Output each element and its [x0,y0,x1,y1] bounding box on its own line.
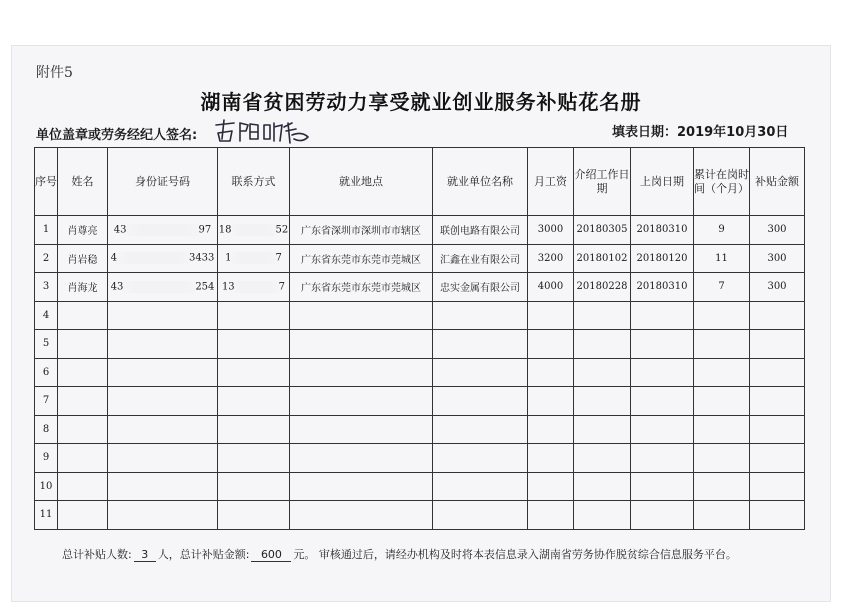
cell-name: 肖尊亮 [58,216,108,245]
cell-empty [108,472,218,501]
cell-empty [108,330,218,359]
cell-empty [694,301,750,330]
cell-salary: 4000 [528,273,574,302]
cell-empty [290,472,433,501]
cell-empty [290,444,433,473]
cell-empty [750,330,805,359]
cell-empty [433,330,528,359]
table-row-empty [35,330,805,359]
cell-subsidy: 300 [750,216,805,245]
total-count: 3 [134,548,156,562]
cell-empty [218,387,290,416]
cell-empty [528,444,574,473]
cell-empty [574,501,631,530]
cell-location: 广东省深圳市深圳市市辖区 [290,216,433,245]
cell-empty [631,415,694,444]
cell-seq: 2 [35,244,58,273]
cell-employer: 汇鑫在业有限公司 [433,244,528,273]
table-row-empty [35,444,805,473]
cell-empty [433,444,528,473]
cell-empty [433,501,528,530]
cell-empty [290,301,433,330]
cell-contact: 1 7 [218,244,290,273]
cell-empty [58,415,108,444]
redaction-mask [117,252,189,264]
table-row-empty [35,358,805,387]
header-name: 姓名 [58,148,108,216]
cell-contact: 18 52 [218,216,290,245]
cell-seq: 1 [35,216,58,245]
cell-months: 11 [694,244,750,273]
header-employer: 就业单位名称 [433,148,528,216]
redaction-mask [232,224,276,236]
cell-months: 7 [694,273,750,302]
cell-empty [108,415,218,444]
cell-seq: 8 [35,415,58,444]
cell-subsidy: 300 [750,244,805,273]
cell-id: 4 3433 [108,244,218,273]
cell-intro-date: 20180228 [574,273,631,302]
cell-empty [58,472,108,501]
header-id: 身份证号码 [108,148,218,216]
cell-empty [108,301,218,330]
cell-intro-date: 20180305 [574,216,631,245]
stamp-signature-label: 单位盖章或劳务经纪人签名: [36,128,198,143]
cell-months: 9 [694,216,750,245]
cell-empty [574,301,631,330]
cell-empty [290,358,433,387]
header-row [35,148,805,216]
fill-date: 填表日期：2019年10月30日 [612,125,789,140]
cell-empty [528,472,574,501]
cell-empty [433,387,528,416]
cell-empty [750,301,805,330]
cell-empty [574,330,631,359]
header-seq: 序号 [35,148,58,216]
total-amount: 600 [251,548,291,562]
cell-empty [631,358,694,387]
cell-empty [574,358,631,387]
cell-start-date: 20180120 [631,244,694,273]
cell-empty [694,330,750,359]
cell-empty [290,415,433,444]
cell-empty [694,501,750,530]
cell-intro-date: 20180102 [574,244,631,273]
cell-empty [58,501,108,530]
cell-empty [694,387,750,416]
cell-empty [218,330,290,359]
cell-empty [574,387,631,416]
cell-empty [574,444,631,473]
cell-empty [433,358,528,387]
redaction-mask [123,281,195,293]
table-row-empty [35,501,805,530]
cell-empty [218,444,290,473]
cell-seq: 3 [35,273,58,302]
cell-start-date: 20180310 [631,273,694,302]
cell-seq: 9 [35,444,58,473]
cell-empty [290,387,433,416]
table-row [35,216,805,245]
cell-empty [218,301,290,330]
cell-contact: 13 7 [218,273,290,302]
footer-summary: 总计补贴人数: 3 人，总计补贴金额: 600 元。 审核通过后，请经办机构及时将本表信息录入湖南省劳务协作脱贫综合信息服务平台。 [62,548,737,561]
table-row-empty [35,472,805,501]
cell-salary: 3200 [528,244,574,273]
cell-empty [528,358,574,387]
cell-empty [574,415,631,444]
cell-empty [694,415,750,444]
redaction-mask [235,281,279,293]
cell-seq: 4 [35,301,58,330]
cell-empty [433,415,528,444]
cell-seq: 10 [35,472,58,501]
cell-empty [433,472,528,501]
cell-id: 43 254 [108,273,218,302]
cell-empty [631,472,694,501]
cell-empty [694,472,750,501]
cell-empty [574,472,631,501]
cell-id: 43 97 [108,216,218,245]
cell-salary: 3000 [528,216,574,245]
table-row [35,244,805,273]
cell-empty [58,444,108,473]
cell-empty [631,330,694,359]
cell-seq: 6 [35,358,58,387]
cell-empty [750,444,805,473]
cell-name: 肖岩稳 [58,244,108,273]
cell-empty [750,415,805,444]
cell-employer: 联创电路有限公司 [433,216,528,245]
subsidy-roster-table [34,147,805,530]
cell-location: 广东省东莞市东莞市莞城区 [290,273,433,302]
cell-empty [108,501,218,530]
cell-empty [58,330,108,359]
cell-seq: 11 [35,501,58,530]
cell-empty [750,358,805,387]
cell-empty [750,472,805,501]
cell-employer: 忠实金属有限公司 [433,273,528,302]
handwritten-signature [212,117,312,147]
cell-empty [528,415,574,444]
cell-empty [631,501,694,530]
header-subsidy: 补贴金额 [750,148,805,216]
cell-empty [631,387,694,416]
header-salary: 月工资 [528,148,574,216]
cell-empty [750,501,805,530]
redaction-mask [232,252,276,264]
cell-empty [528,330,574,359]
cell-subsidy: 300 [750,273,805,302]
cell-seq: 7 [35,387,58,416]
cell-empty [108,444,218,473]
cell-empty [290,501,433,530]
document-title: 湖南省贫困劳动力享受就业创业服务补贴花名册 [200,90,642,114]
cell-empty [433,301,528,330]
table-row-empty [35,415,805,444]
cell-empty [528,301,574,330]
header-months: 累计在岗时间（个月） [694,148,750,216]
cell-empty [631,301,694,330]
table-row [35,273,805,302]
cell-name: 肖海龙 [58,273,108,302]
cell-empty [694,358,750,387]
header-contact: 联系方式 [218,148,290,216]
attachment-label: 附件5 [36,65,73,81]
cell-empty [58,301,108,330]
cell-empty [528,501,574,530]
cell-start-date: 20180310 [631,216,694,245]
cell-empty [218,501,290,530]
cell-empty [631,444,694,473]
cell-location: 广东省东莞市东莞市莞城区 [290,244,433,273]
cell-empty [108,358,218,387]
cell-empty [58,387,108,416]
header-start-date: 上岗日期 [631,148,694,216]
cell-empty [218,358,290,387]
cell-empty [290,330,433,359]
table-row-empty [35,387,805,416]
cell-empty [528,387,574,416]
cell-empty [218,415,290,444]
cell-empty [218,472,290,501]
cell-empty [694,444,750,473]
cell-empty [58,358,108,387]
cell-empty [108,387,218,416]
header-intro-date: 介绍工作日期 [574,148,631,216]
header-location: 就业地点 [290,148,433,216]
cell-seq: 5 [35,330,58,359]
table-row-empty [35,301,805,330]
redaction-mask [127,224,199,236]
cell-empty [750,387,805,416]
